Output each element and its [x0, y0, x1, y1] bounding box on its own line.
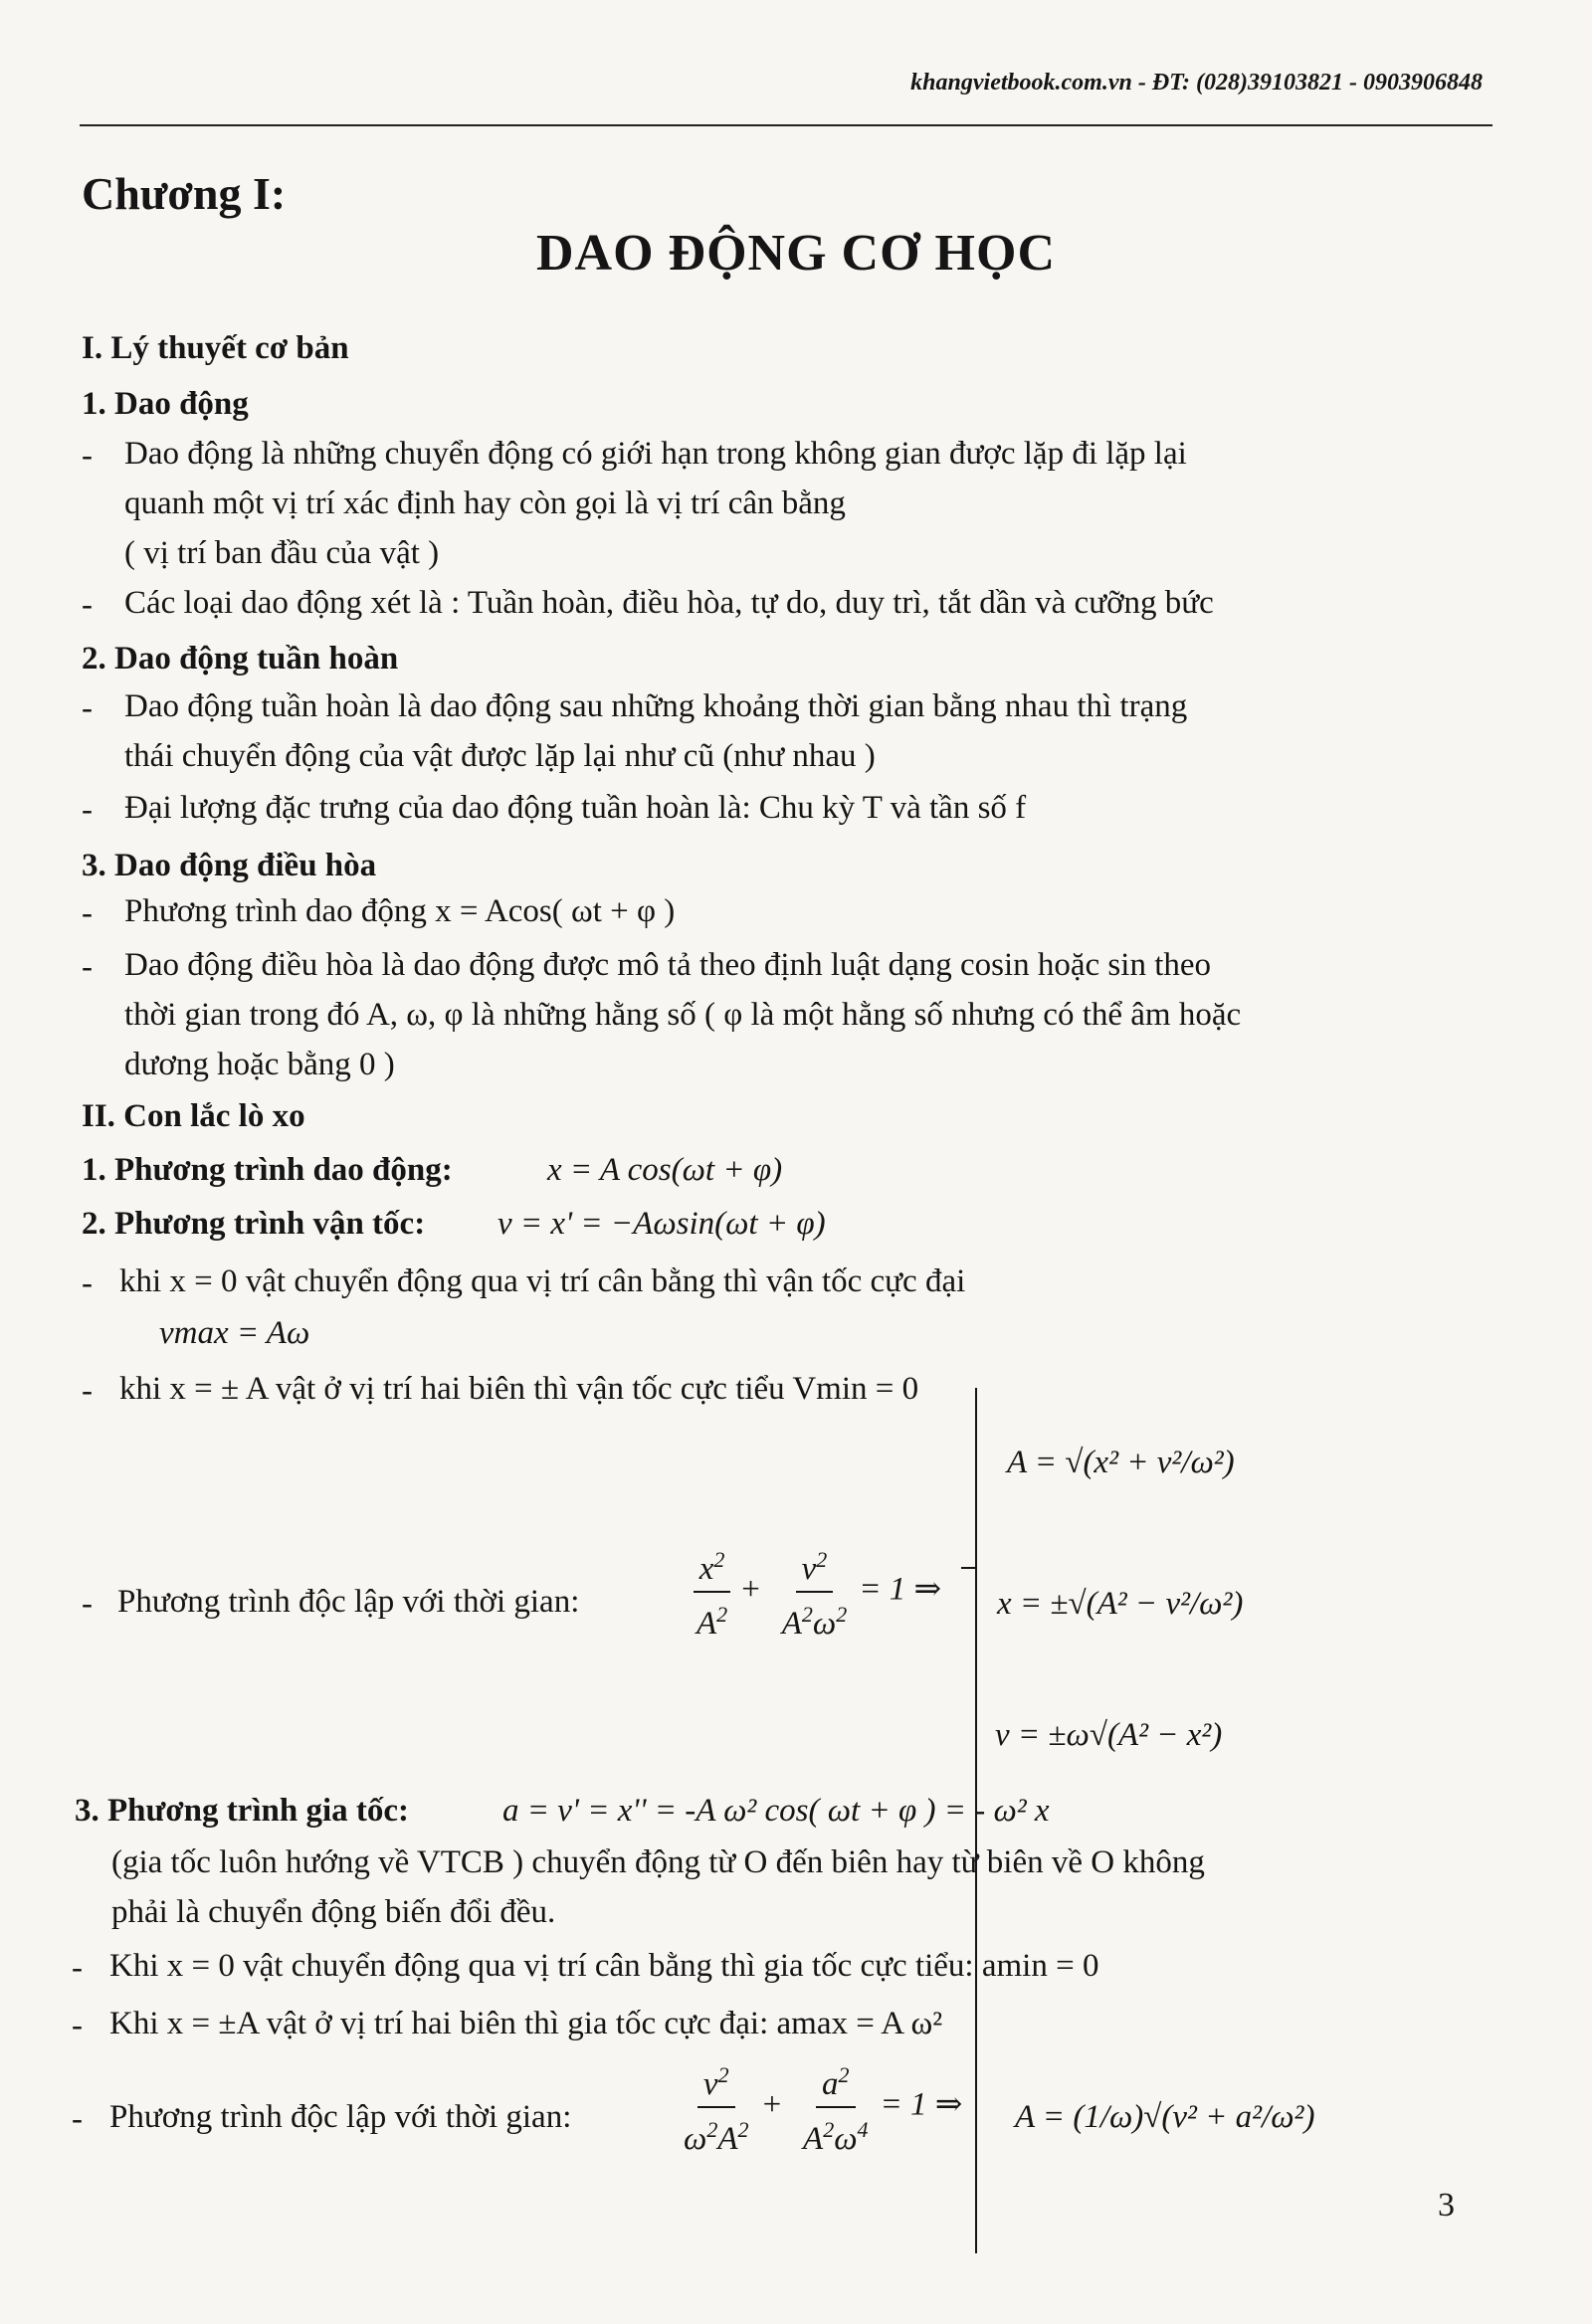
bullet-dash: -	[72, 1950, 83, 1986]
chapter-label: Chương I:	[82, 168, 287, 219]
equation-indep2-result: A = (1/ω)√(v² + a²/ω²)	[1015, 2099, 1315, 2135]
equation-velocity: v = x' = −Aωsin(ωt + φ)	[498, 1206, 826, 1242]
paragraph-line: Phương trình dao động x = Acos( ωt + φ )	[124, 893, 676, 929]
paragraph-line: thái chuyển động của vật được lặp lại như cũ (như nhau )	[124, 738, 876, 774]
bullet-dash: -	[82, 895, 93, 931]
paragraph-line: Dao động điều hòa là dao động được mô tả theo định luật dạng cosin hoặc sin theo	[124, 947, 1212, 983]
section-heading-spring: II. Con lắc lò xo	[82, 1098, 305, 1134]
system-eq-amplitude: A = √(x² + v²/ω²)	[1007, 1445, 1235, 1480]
section-heading-theory: I. Lý thuyết cơ bản	[82, 330, 349, 366]
paragraph-line: (gia tốc luôn hướng về VTCB ) chuyển động từ O đến biên hay từ biên về O không	[111, 1844, 1205, 1880]
equation-indep-lhs: $\frac{x^2}{A^2}$ + $\frac{v^2}{A^2\omega^2}$ = 1 ⇒	[685, 1540, 941, 1644]
paragraph-line: khi x = ± A vật ở vị trí hai biên thì vận tốc cực tiểu Vmin = 0	[119, 1371, 919, 1407]
equation-acceleration: a = v' = x'' = -A ω² cos( ωt + φ ) = - ω² x	[502, 1793, 1050, 1829]
paragraph-line: phải là chuyển động biến đổi đều.	[111, 1894, 556, 1930]
equation-indep2-lhs: $\frac{v^2}{\omega^2A^2}$ + $\frac{a^2}{A^2\omega^4}$ = 1 ⇒	[672, 2055, 962, 2159]
page-header-source: khangvietbook.com.vn - ĐT: (028)39103821 - 0903906848	[910, 70, 1483, 96]
paragraph-line: Các loại dao động xét là : Tuần hoàn, điều hòa, tự do, duy trì, tắt dần và cưỡng bức	[124, 585, 1214, 621]
paragraph-line: Dao động là những chuyển động có giới hạn trong không gian được lặp đi lặp lại	[124, 436, 1187, 472]
subsection-periodic: 2. Dao động tuần hoàn	[82, 641, 399, 677]
system-eq-velocity: v = ±ω√(A² − x²)	[995, 1717, 1223, 1753]
equation-vmax: vmax = Aω	[159, 1315, 310, 1351]
item-equation-label: 1. Phương trình dao động:	[82, 1152, 453, 1188]
bullet-dash: -	[82, 792, 93, 828]
bullet-dash: -	[82, 587, 93, 623]
bullet-dash: -	[72, 2101, 83, 2137]
equation-position: x = A cos(ωt + φ)	[547, 1152, 783, 1188]
bullet-dash: -	[82, 1586, 93, 1622]
page-number: 3	[1438, 2187, 1455, 2224]
paragraph-line: thời gian trong đó A, ω, φ là những hằng số ( φ là một hằng số nhưng có thể âm hoặc	[124, 997, 1242, 1033]
item-acceleration-label: 3. Phương trình gia tốc:	[75, 1793, 409, 1829]
bullet-dash: -	[82, 690, 93, 726]
bullet-dash: -	[72, 2008, 83, 2043]
header-divider	[80, 124, 1492, 126]
paragraph-line: Khi x = ±A vật ở vị trí hai biên thì gia tốc cực đại: amax = A ω²	[109, 2006, 943, 2041]
bullet-dash: -	[82, 438, 93, 474]
bullet-dash: -	[82, 949, 93, 985]
system-eq-position: x = ±√(A² − v²/ω²)	[997, 1586, 1244, 1622]
system-brace-tip	[961, 1567, 975, 1569]
indep-label: Phương trình độc lập với thời gian:	[117, 1584, 580, 1620]
chapter-title: DAO ĐỘNG CƠ HỌC	[536, 225, 1056, 282]
subsection-oscillation: 1. Dao động	[82, 386, 249, 422]
bullet-dash: -	[82, 1373, 93, 1409]
paragraph-line: ( vị trí ban đầu của vật )	[124, 535, 440, 571]
bullet-dash: -	[82, 1265, 93, 1301]
paragraph-line: Khi x = 0 vật chuyển động qua vị trí cân bằng thì gia tốc cực tiểu: amin = 0	[109, 1948, 1099, 1984]
paragraph-line: Đại lượng đặc trưng của dao động tuần hoàn là: Chu kỳ T và tần số f	[124, 790, 1027, 826]
subsection-harmonic: 3. Dao động điều hòa	[82, 848, 377, 883]
indep2-label: Phương trình độc lập với thời gian:	[109, 2099, 572, 2135]
paragraph-line: khi x = 0 vật chuyển động qua vị trí cân bằng thì vận tốc cực đại	[119, 1263, 966, 1299]
paragraph-line: quanh một vị trí xác định hay còn gọi là vị trí cân bằng	[124, 485, 846, 521]
item-velocity-label: 2. Phương trình vận tốc:	[82, 1206, 426, 1242]
paragraph-line: Dao động tuần hoàn là dao động sau những khoảng thời gian bằng nhau thì trạng	[124, 688, 1188, 724]
paragraph-line: dương hoặc bằng 0 )	[124, 1047, 395, 1082]
